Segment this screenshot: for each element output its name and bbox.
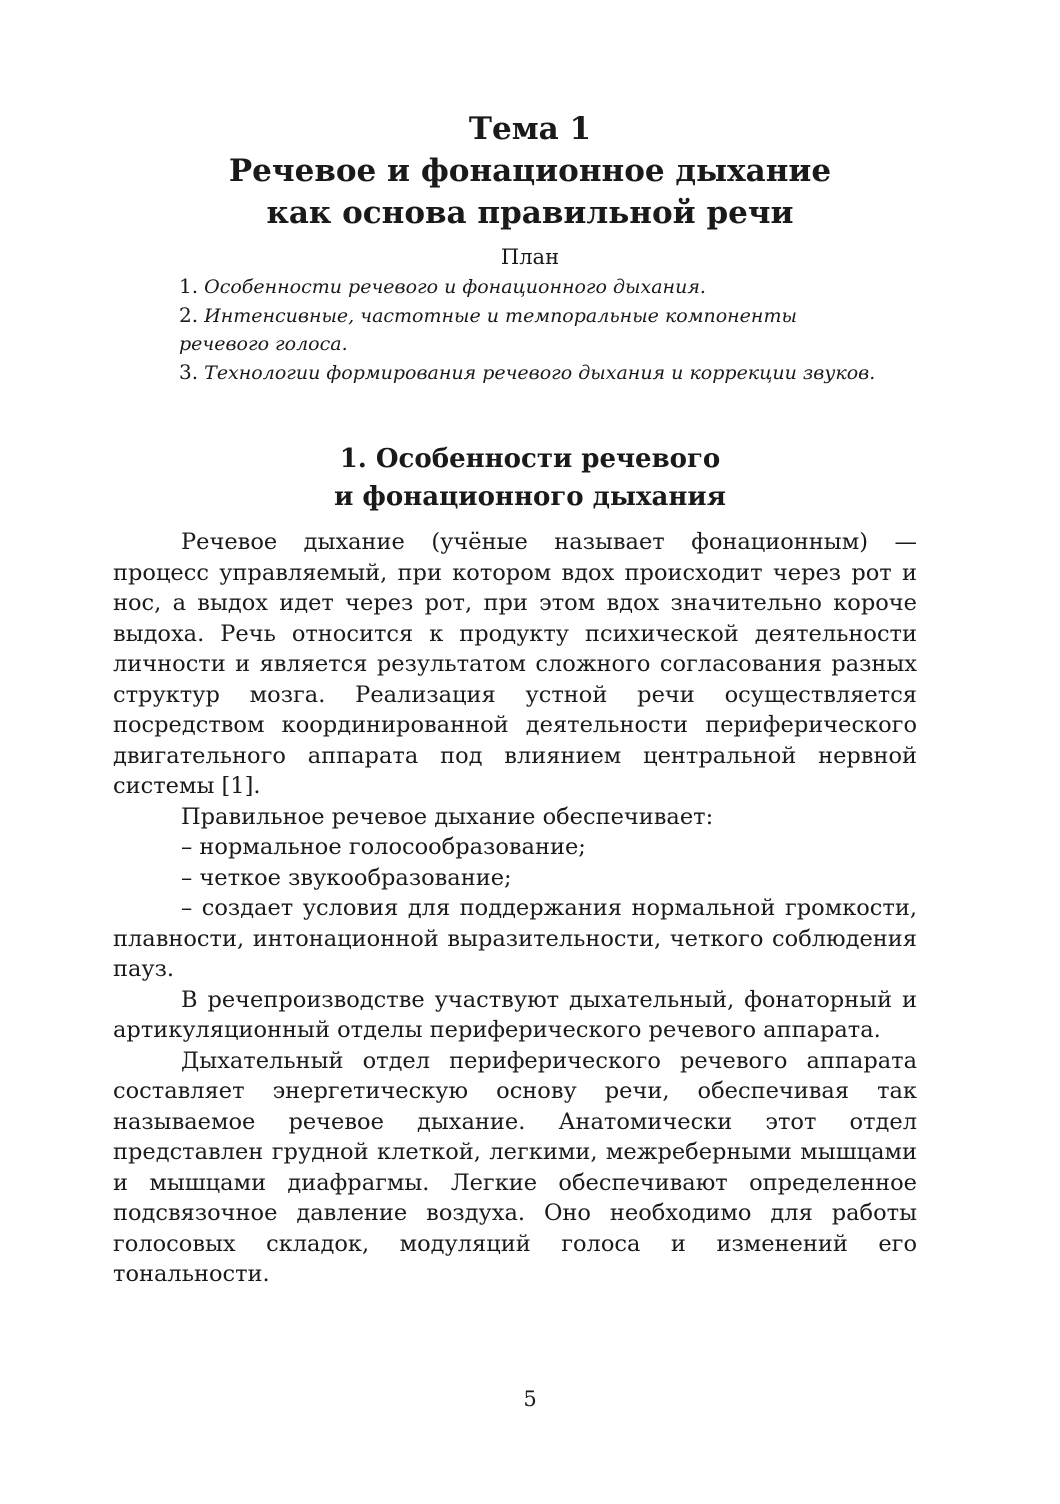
plan-item-number: 2. [179, 303, 199, 327]
topic-title [0, 108, 1060, 234]
section-title [0, 440, 1060, 516]
plan-item [179, 272, 879, 301]
plan-heading: План [500, 245, 560, 269]
plan-item-text: Особенности речевого и фонационного дыхания. [204, 276, 706, 298]
paragraph: Речевое дыхание (учёные называет фонационным) — процесс управляемый, при котором вдох происходит через рот и нос, а выдох идет через рот, при этом вдох значительно короче выдоха. Речь относится к продукту психической деятельности личности и является результатом сложного согласования разных структур мозга. Реализация устной речи осуществляется посредством координированной деятельности периферического двигательного аппарата под влиянием центральной нервной системы [1]. [113, 529, 917, 799]
page-number: 5 [523, 1387, 537, 1411]
plan-item [179, 358, 879, 387]
plan-item-number: 1. [179, 274, 199, 298]
paragraph: Дыхательный отдел периферического речевого аппарата составляет энергетическую основу речи, обеспечивая так называемое речевое дыхание. Анатомически этот отдел представлен грудной клеткой, легкими, межреберными мышцами и мышцами диафрагмы. Легкие обеспечивают определенное подсвязочное давление воздуха. Оно необходимо для работы голосовых складок, модуляций голоса и изменений его тональности. [113, 1047, 917, 1287]
list-item: – создает условия для поддержания нормальной громкости, плавности, интонационной выразительности, четкого соблюдения пауз. [113, 895, 917, 982]
list-item: – нормальное голосообразование; [181, 834, 586, 860]
plan-item-text: Технологии формирования речевого дыхания и коррекции звуков. [204, 362, 876, 384]
topic-title-line-2: как основа правильной речи [266, 195, 794, 231]
plan-item-text: Интенсивные, частотные и темпоральные компоненты речевого голоса. [179, 305, 797, 355]
paragraph: В речепроизводстве участвуют дыхательный, фонаторный и артикуляционный отделы периферического речевого аппарата. [113, 986, 917, 1043]
body-text [113, 527, 917, 1290]
topic-number: Тема 1 [468, 111, 592, 147]
section-title-line-1: 1. Особенности речевого [339, 444, 721, 474]
list-item: – четкое звукообразование; [181, 864, 512, 891]
plan-item-number: 3. [179, 360, 199, 384]
paragraph: Правильное речевое дыхание обеспечивает: [181, 803, 714, 830]
section-title-line-2: и фонационного дыхания [334, 482, 726, 512]
topic-title-line-1: Речевое и фонационное дыхание [228, 153, 832, 189]
plan-list [179, 272, 879, 387]
plan-item [179, 301, 879, 358]
